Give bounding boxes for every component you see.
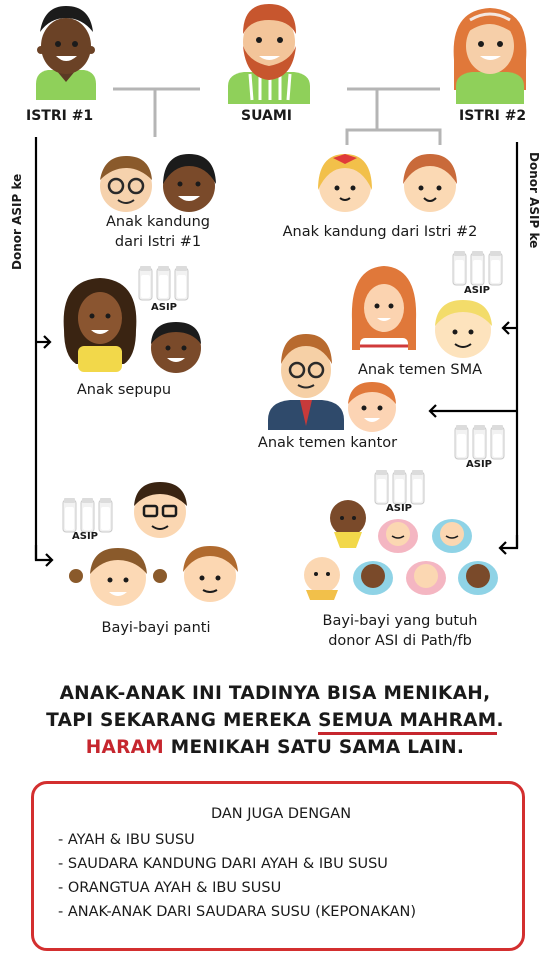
notice-box-item: - AYAH & IBU SUSU bbox=[58, 832, 195, 848]
asip-bottles-cousin bbox=[139, 266, 188, 300]
caption-donor-babies bbox=[310, 611, 490, 651]
headline-line3 bbox=[0, 737, 550, 758]
avatar-baby-blue1 bbox=[432, 519, 472, 553]
avatar-office-man bbox=[268, 334, 344, 430]
asip-bottles-orphan bbox=[63, 498, 112, 532]
caption-donor-babies-line2: donor ASI di Path/fb bbox=[328, 633, 472, 649]
avatar-orphan-boy bbox=[183, 546, 238, 602]
caption-donor-babies-line1: Bayi-bayi yang butuh bbox=[322, 613, 478, 629]
headline-line2-c: . bbox=[496, 710, 504, 731]
label-suami: SUAMI bbox=[241, 108, 292, 124]
notice-box-item: - SAUDARA KANDUNG DARI AYAH & IBU SUSU bbox=[58, 856, 388, 872]
asip-label-donor: ASIP bbox=[386, 503, 412, 514]
notice-box bbox=[31, 781, 525, 951]
asip-label-cousin: ASIP bbox=[151, 302, 177, 313]
caption-friend-sma: Anak temen SMA bbox=[357, 362, 483, 378]
headline-emphasis-mahram: SEMUA MAHRAM bbox=[318, 710, 496, 735]
asip-label-orphan: ASIP bbox=[72, 531, 98, 542]
avatar-child1-girl bbox=[163, 154, 216, 212]
headline-line3-b: MENIKAH SATU SAMA LAIN. bbox=[164, 737, 465, 758]
caption-children1-line1: Anak kandung bbox=[105, 214, 210, 230]
avatar-child2-girl bbox=[318, 154, 372, 212]
avatar-sma-girl bbox=[352, 266, 416, 358]
asip-bottles-sma bbox=[453, 251, 502, 285]
side-label-right: Donor ASIP ke bbox=[527, 152, 541, 249]
avatar-baby-yellow bbox=[304, 557, 340, 600]
caption-friend-office: Anak temen kantor bbox=[257, 435, 398, 451]
avatar-baby-dark2 bbox=[353, 561, 393, 595]
avatar-sma-child bbox=[435, 300, 492, 358]
donor-arrows-left bbox=[36, 137, 52, 566]
caption-children2: Anak kandung dari Istri #2 bbox=[282, 224, 478, 240]
notice-box-item: - ANAK-ANAK DARI SAUDARA SUSU (KEPONAKAN) bbox=[58, 904, 417, 920]
avatar-office-child bbox=[348, 382, 396, 432]
avatar-child1-boy bbox=[100, 156, 152, 212]
headline-line1: ANAK-ANAK INI TADINYA BISA MENIKAH, bbox=[59, 683, 491, 704]
headline-line2-a: TAPI SEKARANG MEREKA bbox=[46, 710, 319, 731]
avatar-cousin-girl bbox=[64, 278, 137, 372]
caption-children1 bbox=[88, 212, 228, 252]
avatar-child2-girl2 bbox=[403, 154, 457, 212]
avatar-baby-pink1 bbox=[378, 519, 418, 553]
avatar-baby-blue2 bbox=[458, 561, 498, 595]
notice-box-title: DAN JUGA DENGAN bbox=[210, 806, 352, 822]
avatar-istri2 bbox=[454, 8, 527, 104]
avatar-baby-dark bbox=[330, 500, 366, 548]
asip-bottles-office bbox=[455, 425, 504, 459]
notice-box-item: - ORANGTUA AYAH & IBU SUSU bbox=[58, 880, 282, 896]
side-label-left: Donor ASIP ke bbox=[10, 173, 24, 270]
avatar-suami bbox=[228, 4, 310, 104]
label-istri1: ISTRI #1 bbox=[26, 108, 94, 124]
caption-cousin: Anak sepupu bbox=[76, 382, 172, 398]
headline-line2 bbox=[0, 710, 550, 731]
avatar-orphan-glasses bbox=[134, 482, 187, 538]
asip-label-office: ASIP bbox=[466, 459, 492, 470]
avatar-orphan-girl bbox=[69, 548, 167, 606]
avatar-cousin-boy bbox=[151, 322, 201, 373]
caption-orphanage: Bayi-bayi panti bbox=[101, 620, 211, 636]
headline-haram: HARAM bbox=[85, 737, 165, 758]
avatar-istri1 bbox=[36, 6, 96, 100]
asip-label-sma: ASIP bbox=[464, 285, 490, 296]
label-istri2: ISTRI #2 bbox=[459, 108, 527, 124]
caption-children1-line2: dari Istri #1 bbox=[114, 234, 202, 250]
avatar-baby-pink2 bbox=[406, 561, 446, 595]
asip-bottles-donor bbox=[375, 470, 424, 504]
